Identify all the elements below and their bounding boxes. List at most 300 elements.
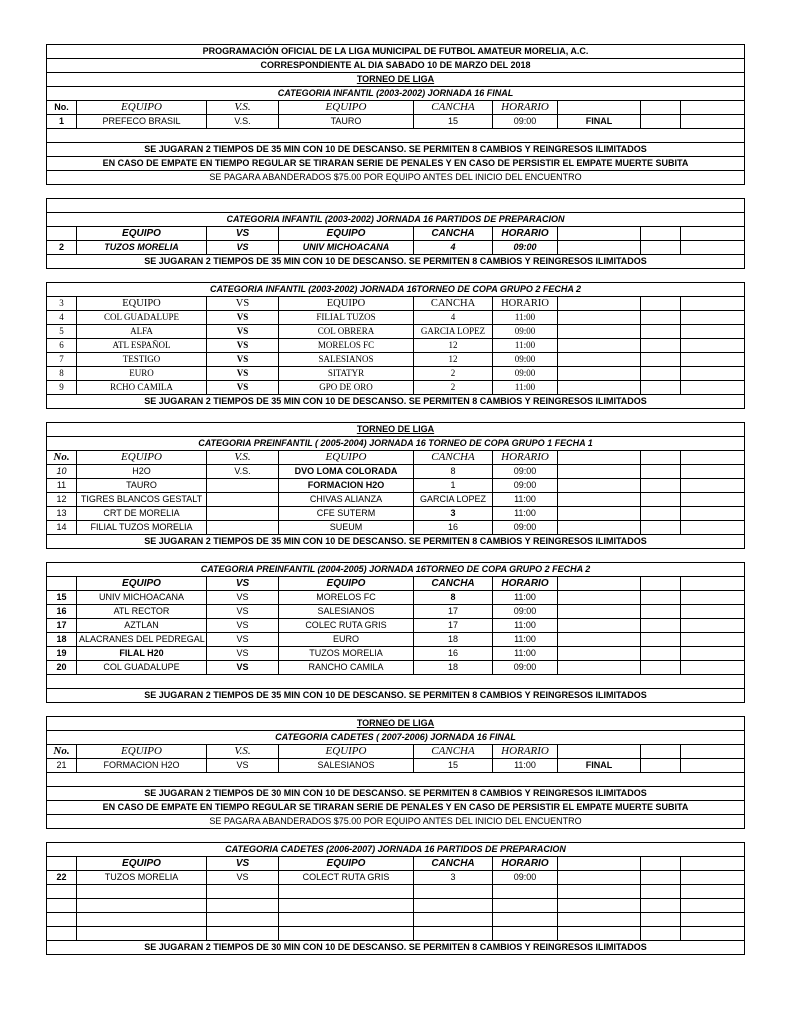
- empty-cell: [681, 927, 745, 941]
- empty-cell: [558, 661, 641, 675]
- away-team: COL OBRERA: [279, 325, 414, 339]
- match-row: [47, 633, 745, 647]
- blank-row: [47, 885, 745, 899]
- fee-note: SE PAGARA ABANDERADOS $75.00 POR EQUIPO ANTES DEL INICIO DEL ENCUENTRO: [47, 815, 745, 829]
- col-no: No.: [47, 745, 77, 759]
- empty-cell: [558, 745, 641, 759]
- column-header-row: [47, 297, 745, 311]
- vs-cell: VS: [207, 381, 279, 395]
- empty-cell: [681, 745, 745, 759]
- horario: 09:00: [493, 605, 558, 619]
- match-row: [47, 507, 745, 521]
- rules-note: SE JUGARAN 2 TIEMPOS DE 35 MIN CON 10 DE DESCANSO. SE PERMITEN 8 CAMBIOS Y REINGRESOS ILIMITADOS: [47, 535, 745, 549]
- home-team: TUZOS MORELIA: [77, 241, 207, 255]
- home-team: PREFECO BRASIL: [77, 115, 207, 129]
- match-list: [47, 591, 745, 675]
- empty-cell: [681, 885, 745, 899]
- vs-cell: VS: [207, 353, 279, 367]
- blank-row: [47, 927, 745, 941]
- match-no: 22: [47, 871, 77, 885]
- horario: 11:00: [493, 619, 558, 633]
- tiebreak-note: EN CASO DE EMPATE EN TIEMPO REGULAR SE TIRARAN SERIE DE PENALES Y EN CASO DE PERSISTIR EL EMPATE MUERTE SUBITA: [47, 801, 745, 815]
- cancha: 2: [414, 367, 493, 381]
- col-horario: HORARIO: [493, 297, 558, 311]
- vs-cell: VS: [207, 241, 279, 255]
- col-equipo: EQUIPO: [77, 297, 207, 311]
- cancha: 18: [414, 633, 493, 647]
- home-team: TUZOS MORELIA: [77, 871, 207, 885]
- match-row: [47, 479, 745, 493]
- empty-cell: [681, 619, 745, 633]
- blank-row: [47, 129, 745, 143]
- torneo-liga-heading: TORNEO DE LIGA: [47, 423, 745, 437]
- empty-cell: [47, 913, 77, 927]
- empty-cell: [493, 899, 558, 913]
- vs-cell: [207, 493, 279, 507]
- schedule-sheet: [46, 44, 744, 955]
- empty-cell: [641, 353, 681, 367]
- empty-cell: [77, 885, 207, 899]
- empty-cell: [558, 101, 641, 115]
- final-label: FINAL: [558, 759, 641, 773]
- final-label: FINAL: [558, 115, 641, 129]
- col-vs: V.S.: [207, 745, 279, 759]
- home-team: H2O: [77, 465, 207, 479]
- section-title: CATEGORIA CADETES ( 2007-2006) JORNADA 16 FINAL: [47, 731, 745, 745]
- empty-cell: [558, 899, 641, 913]
- home-team: COL GUADALUPE: [77, 311, 207, 325]
- match-row: [47, 871, 745, 885]
- match-no: 20: [47, 661, 77, 675]
- vs-cell: V.S.: [207, 115, 279, 129]
- empty-cell: [681, 493, 745, 507]
- col-vs: V.S.: [207, 451, 279, 465]
- spacer: [47, 703, 745, 717]
- horario: 09:00: [493, 241, 558, 255]
- spacer: [47, 269, 745, 283]
- match-row: [47, 521, 745, 535]
- away-team: SITATYR: [279, 367, 414, 381]
- empty-cell: [558, 325, 641, 339]
- away-team: GPO DE ORO: [279, 381, 414, 395]
- match-no: 13: [47, 507, 77, 521]
- section-title: CATEGORIA PREINFANTIL (2004-2005) JORNADA 16TORNEO DE COPA GRUPO 2 FECHA 2: [47, 563, 745, 577]
- cancha: 8: [414, 465, 493, 479]
- match-row: [47, 605, 745, 619]
- match-no: 6: [47, 339, 77, 353]
- empty-cell: [681, 227, 745, 241]
- match-row: [47, 381, 745, 395]
- home-team: FORMACION H2O: [77, 759, 207, 773]
- empty-cell: [641, 521, 681, 535]
- match-row: [47, 759, 745, 773]
- empty-cell: [279, 899, 414, 913]
- match-no: 19: [47, 647, 77, 661]
- page-subtitle: CORRESPONDIENTE AL DIA SABADO 10 DE MARZO DEL 2018: [47, 59, 745, 73]
- away-team: MORELOS FC: [279, 339, 414, 353]
- empty-cell: [558, 913, 641, 927]
- horario: 11:00: [493, 507, 558, 521]
- match-row: [47, 311, 745, 325]
- home-team: ATL ESPAÑOL: [77, 339, 207, 353]
- section-title: CATEGORIA INFANTIL (2003-2002) JORNADA 16 PARTIDOS DE PREPARACION: [47, 213, 745, 227]
- empty-cell: [681, 591, 745, 605]
- empty-cell: [558, 521, 641, 535]
- empty-cell: [641, 647, 681, 661]
- horario: 11:00: [493, 493, 558, 507]
- empty-cell: [681, 507, 745, 521]
- home-team: CRT DE MORELIA: [77, 507, 207, 521]
- empty-cell: [558, 857, 641, 871]
- empty-cell: [681, 899, 745, 913]
- horario: 11:00: [493, 633, 558, 647]
- empty-cell: [641, 871, 681, 885]
- empty-cell: [641, 227, 681, 241]
- home-team: ALACRANES DEL PEDREGAL: [77, 633, 207, 647]
- torneo-liga-heading: TORNEO DE LIGA: [47, 73, 745, 87]
- empty-cell: [641, 325, 681, 339]
- empty-cell: [681, 605, 745, 619]
- col-equipo: EQUIPO: [279, 227, 414, 241]
- col-cancha: CANCHA: [414, 745, 493, 759]
- empty-cell: [77, 913, 207, 927]
- empty-cell: [47, 577, 77, 591]
- away-team: CHIVAS ALIANZA: [279, 493, 414, 507]
- match-no: 8: [47, 367, 77, 381]
- match-row: [47, 115, 745, 129]
- home-team: EURO: [77, 367, 207, 381]
- column-header-row: [47, 101, 745, 115]
- empty-cell: [558, 507, 641, 521]
- empty-cell: [558, 465, 641, 479]
- empty-cell: [681, 367, 745, 381]
- page-title: PROGRAMACIÓN OFICIAL DE LA LIGA MUNICIPAL DE FUTBOL AMATEUR MORELIA, A.C.: [47, 45, 745, 59]
- match-no: 5: [47, 325, 77, 339]
- horario: 11:00: [493, 311, 558, 325]
- col-equipo: EQUIPO: [279, 297, 414, 311]
- match-row: [47, 241, 745, 255]
- home-team: ATL RECTOR: [77, 605, 207, 619]
- cancha: 18: [414, 661, 493, 675]
- match-no: 17: [47, 619, 77, 633]
- empty-cell: [681, 913, 745, 927]
- home-team: ALFA: [77, 325, 207, 339]
- match-no: 12: [47, 493, 77, 507]
- empty-cell: [279, 927, 414, 941]
- empty-cell: [681, 115, 745, 129]
- empty-cell: [641, 115, 681, 129]
- away-team: CFE SUTERM: [279, 507, 414, 521]
- col-horario: HORARIO: [493, 101, 558, 115]
- empty-cell: [681, 325, 745, 339]
- empty-cell: [558, 605, 641, 619]
- empty-cell: [681, 759, 745, 773]
- empty-cell: [641, 241, 681, 255]
- col-equipo: EQUIPO: [77, 857, 207, 871]
- horario: 09:00: [493, 479, 558, 493]
- col-horario: HORARIO: [493, 227, 558, 241]
- cancha: 12: [414, 339, 493, 353]
- empty-cell: [681, 339, 745, 353]
- match-list: [47, 465, 745, 535]
- cancha: 2: [414, 381, 493, 395]
- empty-cell: [493, 885, 558, 899]
- col-equipo: EQUIPO: [77, 577, 207, 591]
- match-no: 10: [47, 465, 77, 479]
- away-team: MORELOS FC: [279, 591, 414, 605]
- col-equipo: EQUIPO: [279, 451, 414, 465]
- cancha: 4: [414, 311, 493, 325]
- empty-cell: [641, 101, 681, 115]
- col-vs: V.S.: [207, 101, 279, 115]
- rules-note: SE JUGARAN 2 TIEMPOS DE 35 MIN CON 10 DE DESCANSO. SE PERMITEN 8 CAMBIOS Y REINGRESOS ILIMITADOS: [47, 689, 745, 703]
- empty-cell: [681, 647, 745, 661]
- empty-cell: [681, 381, 745, 395]
- match-row: [47, 661, 745, 675]
- empty-cell: [681, 661, 745, 675]
- empty-cell: [641, 745, 681, 759]
- cancha: 16: [414, 647, 493, 661]
- horario: 11:00: [493, 339, 558, 353]
- empty-cell: [681, 857, 745, 871]
- empty-cell: [493, 913, 558, 927]
- empty-cell: [681, 479, 745, 493]
- empty-cell: [414, 885, 493, 899]
- col-vs: VS: [207, 297, 279, 311]
- col-no: No.: [47, 451, 77, 465]
- away-team: TUZOS MORELIA: [279, 647, 414, 661]
- blank-rows: [47, 885, 745, 941]
- match-row: [47, 339, 745, 353]
- empty-cell: [641, 591, 681, 605]
- col-cancha: CANCHA: [414, 577, 493, 591]
- empty-cell: [641, 367, 681, 381]
- empty-cell: [207, 913, 279, 927]
- home-team: FILIAL TUZOS MORELIA: [77, 521, 207, 535]
- empty-cell: [558, 619, 641, 633]
- col-vs: VS: [207, 227, 279, 241]
- empty-cell: [558, 353, 641, 367]
- empty-cell: [47, 885, 77, 899]
- match-row: [47, 465, 745, 479]
- blank-row: [47, 913, 745, 927]
- cancha: 16: [414, 521, 493, 535]
- section-title: CATEGORIA PREINFANTIL ( 2005-2004) JORNADA 16 TORNEO DE COPA GRUPO 1 FECHA 1: [47, 437, 745, 451]
- home-team: RCHO CAMILA: [77, 381, 207, 395]
- col-equipo: EQUIPO: [77, 101, 207, 115]
- vs-cell: VS: [207, 647, 279, 661]
- empty-cell: [558, 451, 641, 465]
- empty-cell: [681, 451, 745, 465]
- header-no: 3: [47, 297, 77, 311]
- cancha: 3: [414, 871, 493, 885]
- empty-cell: [641, 857, 681, 871]
- cancha: 17: [414, 619, 493, 633]
- empty-cell: [558, 647, 641, 661]
- vs-cell: VS: [207, 619, 279, 633]
- cancha: 1: [414, 479, 493, 493]
- match-no: 14: [47, 521, 77, 535]
- section-title: CATEGORIA INFANTIL (2003-2002) JORNADA 16TORNEO DE COPA GRUPO 2 FECHA 2: [47, 283, 745, 297]
- column-header-row: [47, 857, 745, 871]
- col-cancha: CANCHA: [414, 857, 493, 871]
- empty-cell: [279, 913, 414, 927]
- empty-cell: [681, 465, 745, 479]
- match-row: [47, 325, 745, 339]
- empty-cell: [558, 381, 641, 395]
- empty-cell: [681, 871, 745, 885]
- rules-note: SE JUGARAN 2 TIEMPOS DE 35 MIN CON 10 DE DESCANSO. SE PERMITEN 8 CAMBIOS Y REINGRESOS ILIMITADOS: [47, 395, 745, 409]
- tiebreak-note: EN CASO DE EMPATE EN TIEMPO REGULAR SE TIRARAN SERIE DE PENALES Y EN CASO DE PERSISTIR EL EMPATE MUERTE SUBITA: [47, 157, 745, 171]
- empty-cell: [558, 241, 641, 255]
- col-horario: HORARIO: [493, 451, 558, 465]
- col-equipo: EQUIPO: [77, 227, 207, 241]
- vs-cell: VS: [207, 661, 279, 675]
- col-equipo: EQUIPO: [279, 101, 414, 115]
- vs-cell: [207, 479, 279, 493]
- column-header-row: [47, 227, 745, 241]
- home-team: COL GUADALUPE: [77, 661, 207, 675]
- col-vs: VS: [207, 577, 279, 591]
- empty-cell: [414, 927, 493, 941]
- match-no: 21: [47, 759, 77, 773]
- horario: 09:00: [493, 661, 558, 675]
- empty-cell: [558, 311, 641, 325]
- horario: 09:00: [493, 521, 558, 535]
- away-team: SALESIANOS: [279, 605, 414, 619]
- empty-cell: [641, 759, 681, 773]
- match-row: [47, 619, 745, 633]
- empty-cell: [641, 381, 681, 395]
- blank-row: [47, 199, 745, 213]
- empty-cell: [558, 577, 641, 591]
- match-row: [47, 367, 745, 381]
- empty-cell: [641, 885, 681, 899]
- empty-cell: [681, 101, 745, 115]
- vs-cell: VS: [207, 325, 279, 339]
- empty-cell: [47, 227, 77, 241]
- match-no: 1: [47, 115, 77, 129]
- col-equipo: EQUIPO: [279, 857, 414, 871]
- empty-cell: [414, 899, 493, 913]
- match-no: 2: [47, 241, 77, 255]
- away-team: SUEUM: [279, 521, 414, 535]
- empty-cell: [641, 339, 681, 353]
- empty-cell: [207, 899, 279, 913]
- horario: 09:00: [493, 353, 558, 367]
- match-list: [47, 311, 745, 395]
- empty-cell: [77, 899, 207, 913]
- empty-cell: [641, 507, 681, 521]
- empty-cell: [681, 633, 745, 647]
- empty-cell: [641, 605, 681, 619]
- empty-cell: [207, 885, 279, 899]
- empty-cell: [558, 927, 641, 941]
- cancha: 12: [414, 353, 493, 367]
- vs-cell: VS: [207, 633, 279, 647]
- empty-cell: [641, 661, 681, 675]
- match-no: 4: [47, 311, 77, 325]
- empty-cell: [681, 311, 745, 325]
- cancha: GARCIA LOPEZ: [414, 493, 493, 507]
- vs-cell: VS: [207, 311, 279, 325]
- blank-row: [47, 773, 745, 787]
- empty-cell: [558, 493, 641, 507]
- col-cancha: CANCHA: [414, 297, 493, 311]
- empty-cell: [641, 493, 681, 507]
- col-equipo: EQUIPO: [77, 451, 207, 465]
- horario: 11:00: [493, 759, 558, 773]
- match-no: 18: [47, 633, 77, 647]
- away-team: EURO: [279, 633, 414, 647]
- away-team: UNIV MICHOACANA: [279, 241, 414, 255]
- away-team: FORMACION H2O: [279, 479, 414, 493]
- match-row: [47, 647, 745, 661]
- empty-cell: [493, 927, 558, 941]
- away-team: SALESIANOS: [279, 353, 414, 367]
- vs-cell: VS: [207, 339, 279, 353]
- match-row: [47, 493, 745, 507]
- match-no: 9: [47, 381, 77, 395]
- match-no: 7: [47, 353, 77, 367]
- away-team: SALESIANOS: [279, 759, 414, 773]
- col-cancha: CANCHA: [414, 101, 493, 115]
- empty-cell: [641, 577, 681, 591]
- cancha: 17: [414, 605, 493, 619]
- empty-cell: [558, 633, 641, 647]
- away-team: TAURO: [279, 115, 414, 129]
- cancha: 15: [414, 759, 493, 773]
- vs-cell: VS: [207, 759, 279, 773]
- horario: 09:00: [493, 465, 558, 479]
- section-title: CATEGORIA INFANTIL (2003-2002) JORNADA 16 FINAL: [47, 87, 745, 101]
- empty-cell: [558, 227, 641, 241]
- col-equipo: EQUIPO: [279, 577, 414, 591]
- vs-cell: VS: [207, 367, 279, 381]
- blank-row: [47, 899, 745, 913]
- schedule-table: [46, 44, 745, 955]
- col-vs: VS: [207, 857, 279, 871]
- match-no: 15: [47, 591, 77, 605]
- empty-cell: [47, 927, 77, 941]
- vs-cell: [207, 521, 279, 535]
- home-team: FILAL H20: [77, 647, 207, 661]
- horario: 11:00: [493, 591, 558, 605]
- empty-cell: [641, 479, 681, 493]
- home-team: TIGRES BLANCOS GESTALT: [77, 493, 207, 507]
- away-team: COLECT RUTA GRIS: [279, 871, 414, 885]
- empty-cell: [558, 885, 641, 899]
- match-row: [47, 591, 745, 605]
- rules-note: SE JUGARAN 2 TIEMPOS DE 30 MIN CON 10 DE DESCANSO. SE PERMITEN 8 CAMBIOS Y REINGRESOS ILIMITADOS: [47, 787, 745, 801]
- away-team: DVO LOMA COLORADA: [279, 465, 414, 479]
- horario: 09:00: [493, 325, 558, 339]
- empty-cell: [641, 633, 681, 647]
- home-team: AZTLAN: [77, 619, 207, 633]
- empty-cell: [641, 451, 681, 465]
- col-horario: HORARIO: [493, 745, 558, 759]
- vs-cell: VS: [207, 591, 279, 605]
- horario: 11:00: [493, 647, 558, 661]
- empty-cell: [681, 521, 745, 535]
- empty-cell: [641, 619, 681, 633]
- empty-cell: [681, 577, 745, 591]
- empty-cell: [641, 913, 681, 927]
- empty-cell: [681, 241, 745, 255]
- match-no: 16: [47, 605, 77, 619]
- spacer: [47, 185, 745, 199]
- horario: 09:00: [493, 115, 558, 129]
